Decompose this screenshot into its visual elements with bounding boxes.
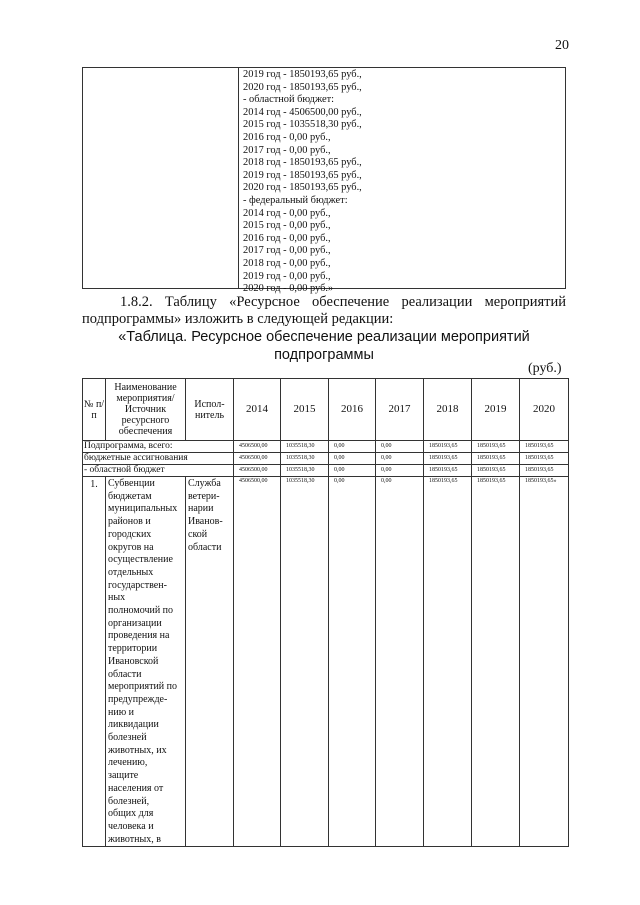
measure-name-line: округов на bbox=[108, 541, 154, 553]
cell-value: 1850193,65 bbox=[424, 477, 472, 847]
cell-value: 1035518,30 bbox=[281, 453, 329, 465]
row-number: 1. bbox=[83, 477, 106, 847]
funding-line: 2017 год - 0,00 руб., bbox=[243, 245, 331, 257]
row-label: Подпрограмма, всего: bbox=[83, 441, 234, 453]
cell-value: 0,00 bbox=[329, 453, 376, 465]
measure-name-line: отдельных bbox=[108, 566, 154, 578]
funding-line: 2016 год - 0,00 руб., bbox=[243, 232, 331, 244]
page-number: 20 bbox=[555, 38, 569, 53]
cell-value: 1035518,30 bbox=[281, 465, 329, 477]
amendment-paragraph-line2: подпрограммы» изложить в следующей редакции: bbox=[82, 311, 394, 327]
measure-name-line: государствен- bbox=[108, 579, 167, 591]
measure-name-line: Субвенции bbox=[108, 478, 155, 489]
cell-value: 0,00 bbox=[376, 441, 424, 453]
table-row bbox=[83, 477, 569, 847]
header-year: 2020 bbox=[520, 379, 569, 441]
funding-line: 2014 год - 0,00 руб., bbox=[243, 207, 331, 219]
cell-value: 0,00 bbox=[376, 477, 424, 847]
measure-name-line: лечению, bbox=[108, 757, 148, 769]
cell-value: 1850193,65 bbox=[472, 441, 520, 453]
funding-line: 2019 год - 1850193,65 руб., bbox=[243, 169, 362, 181]
measure-name-line: защите bbox=[108, 770, 139, 782]
continuation-table bbox=[82, 67, 566, 295]
measure-name-line: проведения на bbox=[108, 630, 170, 642]
cell-value: 1850193,65 bbox=[520, 453, 569, 465]
cell-value: 1850193,65 bbox=[472, 477, 520, 847]
summary-row-regional bbox=[83, 465, 569, 477]
cell-value: 1850193,65 bbox=[424, 453, 472, 465]
cell-value: 1035518,30 bbox=[281, 477, 329, 847]
measure-name-line: области bbox=[108, 668, 142, 680]
measure-name-line: предупрежде- bbox=[108, 693, 168, 705]
cell-value: 4506500,00 bbox=[234, 441, 281, 453]
measure-name-line: муниципальных bbox=[108, 503, 178, 515]
measure-name-line: осуществление bbox=[108, 554, 173, 566]
header-year: 2016 bbox=[329, 379, 376, 441]
measure-name-line: болезней bbox=[108, 732, 147, 744]
cell-value: 1035518,30 bbox=[281, 441, 329, 453]
measure-name-line: болезней, bbox=[108, 795, 150, 807]
cell-value: 1850193,65 bbox=[520, 465, 569, 477]
cell-value: 0,00 bbox=[329, 441, 376, 453]
cell-value: 4506500,00 bbox=[234, 477, 281, 847]
funding-line: 2014 год - 4506500,00 руб., bbox=[243, 106, 362, 118]
header-year: 2015 bbox=[281, 379, 329, 441]
measure-name-line: животных, в bbox=[108, 833, 161, 845]
measure-name-line: мероприятий по bbox=[108, 681, 177, 693]
executor-name-line: Иванов- bbox=[188, 516, 223, 528]
measure-name-line: ликвидации bbox=[108, 719, 159, 731]
cell-value: 1850193,65 bbox=[520, 441, 569, 453]
table-title-line1: «Таблица. Ресурсное обеспечение реализации мероприятий bbox=[118, 329, 530, 345]
executor-name bbox=[186, 477, 234, 847]
measure-name-line: организации bbox=[108, 617, 162, 629]
measure-name-line: городских bbox=[108, 528, 152, 540]
resource-table bbox=[82, 378, 569, 847]
amendment-paragraph-line1: 1.8.2. Таблицу «Ресурсное обеспечение реализации мероприятий bbox=[120, 294, 566, 310]
cell-value: 1850193,65» bbox=[520, 477, 569, 847]
header-executor: Испол-нитель bbox=[186, 379, 234, 441]
header-row bbox=[83, 379, 569, 441]
header-no: № п/п bbox=[83, 379, 106, 441]
measure-name-line: бюджетам bbox=[108, 490, 152, 502]
header-name: Наименование мероприятия/ Источник ресурсного обеспечения bbox=[106, 379, 186, 441]
summary-row-budget bbox=[83, 453, 569, 465]
funding-line: 2018 год - 0,00 руб., bbox=[243, 257, 331, 269]
cell-value: 1850193,65 bbox=[424, 441, 472, 453]
funding-line: 2015 год - 0,00 руб., bbox=[243, 220, 331, 232]
funding-line: 2015 год - 1035518,30 руб., bbox=[243, 119, 362, 131]
column-divider bbox=[238, 68, 239, 288]
funding-line: - областной бюджет: bbox=[243, 94, 335, 106]
header-year: 2018 bbox=[424, 379, 472, 441]
measure-name-line: общих для bbox=[108, 808, 154, 820]
funding-line: 2020 год - 1850193,65 руб., bbox=[243, 81, 362, 93]
cell-value: 1850193,65 bbox=[472, 453, 520, 465]
funding-line: 2019 год - 1850193,65 руб., bbox=[243, 69, 362, 80]
header-year: 2019 bbox=[472, 379, 520, 441]
funding-line: 2019 год - 0,00 руб., bbox=[243, 270, 331, 282]
summary-row-total bbox=[83, 441, 569, 453]
header-year: 2017 bbox=[376, 379, 424, 441]
measure-name-line: животных, их bbox=[108, 744, 167, 756]
cell-value: 0,00 bbox=[329, 477, 376, 847]
measure-name-line: ных bbox=[108, 592, 126, 604]
measure-name-line: населения от bbox=[108, 782, 164, 794]
measure-name-line: Ивановской bbox=[108, 655, 159, 667]
funding-line: 2020 год - 1850193,65 руб., bbox=[243, 182, 362, 194]
measure-name-line: человека и bbox=[108, 820, 154, 832]
row-label: бюджетные ассигнования bbox=[83, 453, 234, 465]
funding-line: 2016 год - 0,00 руб., bbox=[243, 131, 331, 143]
measure-name bbox=[106, 477, 186, 847]
cell-value: 0,00 bbox=[376, 465, 424, 477]
cell-value: 0,00 bbox=[376, 453, 424, 465]
unit-label: (руб.) bbox=[528, 361, 562, 376]
funding-line: 2017 год - 0,00 руб., bbox=[243, 144, 331, 156]
measure-name-line: нию и bbox=[108, 706, 135, 718]
measure-name-line: районов и bbox=[108, 516, 151, 528]
table-title-line2: подпрограммы bbox=[274, 347, 374, 363]
executor-name-line: ветери- bbox=[188, 490, 220, 502]
cell-value: 0,00 bbox=[329, 465, 376, 477]
cell-value: 4506500,00 bbox=[234, 465, 281, 477]
header-year: 2014 bbox=[234, 379, 281, 441]
executor-name-line: нарии bbox=[188, 503, 214, 515]
measure-name-line: территории bbox=[108, 643, 158, 655]
executor-name-line: ской bbox=[188, 528, 208, 540]
cell-value: 4506500,00 bbox=[234, 453, 281, 465]
cell-value: 1850193,65 bbox=[424, 465, 472, 477]
funding-line: 2018 год - 1850193,65 руб., bbox=[243, 157, 362, 169]
measure-name-line: полномочий по bbox=[108, 605, 174, 617]
funding-lines bbox=[243, 69, 362, 296]
funding-line: 2020 год - 0,00 руб.» bbox=[243, 283, 334, 295]
cell-value: 1850193,65 bbox=[472, 465, 520, 477]
executor-name-line: области bbox=[188, 541, 222, 553]
executor-name-line: Служба bbox=[188, 478, 221, 489]
row-label: - областной бюджет bbox=[83, 465, 234, 477]
funding-line: - федеральный бюджет: bbox=[243, 194, 348, 206]
